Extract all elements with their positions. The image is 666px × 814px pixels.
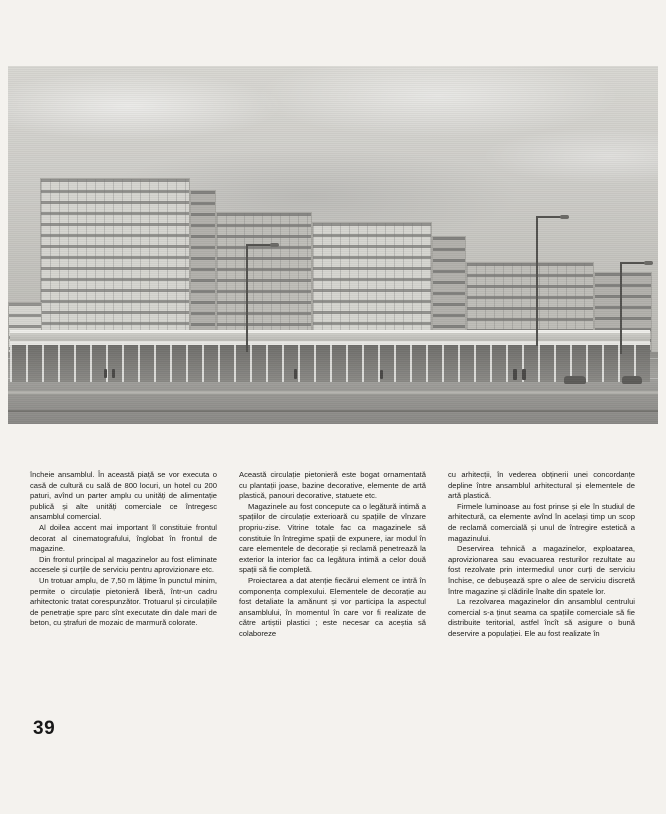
photograph <box>8 66 658 424</box>
paragraph: Această circulație pietonieră este bogat ornamentată cu plantații joase, bazine decorative, elemente de artă plastică, panouri decorative, statuete etc. <box>239 470 426 501</box>
paragraph: Firmele luminoase au fost prinse și ele în studiul de arhitectură, ca elemente avînd în același timp un scop de reclamă comercială și unul de întregire estetică a magazinului. <box>448 501 635 543</box>
street-light-pole <box>620 262 622 354</box>
street-light-pole <box>246 244 248 352</box>
body-text <box>30 470 636 640</box>
pedestrian-figure <box>112 369 115 378</box>
parked-car <box>622 376 642 384</box>
page-number: 39 <box>33 718 56 739</box>
curb-line <box>8 391 658 394</box>
text-column-1 <box>30 470 217 640</box>
paragraph: Din frontul principal al magazinelor au fost eliminate accesele și curțile de serviciu pentru aprovizionare etc. <box>30 554 217 575</box>
pedestrian-figure <box>104 369 107 378</box>
text-column-3 <box>448 470 635 640</box>
street-light-pole <box>536 216 538 346</box>
pedestrian-figure <box>513 369 517 380</box>
road-edge <box>8 410 658 412</box>
paragraph: cu arhitecții, în vederea obținerii unei concordanțe depline între ansamblul arhitectural și elementele de artă plastică. <box>448 470 635 501</box>
pedestrian-figure <box>380 370 383 379</box>
parked-car <box>564 376 586 384</box>
paragraph: Proiectarea a dat atenție fiecărui element ce intră în componența complexului. Elementele de decorație au fost detaliate la amănunt și vor participa la aspectul ansamblului, în momentul în care vor fi realizate de către artiștii plastici ; este necesar ca aceștia să colaboreze <box>239 575 426 638</box>
text-column-2 <box>239 470 426 640</box>
paragraph: Deservirea tehnică a magazinelor, exploatarea, aprovizionarea sau evacuarea resturilor rezultate au fost rezolvate prin intermediul unor curți de serviciu închise, ce debușează spre o alee de serviciu discretă între magazine și clădirile înalte din spatele lor. <box>448 544 635 596</box>
paragraph: Al doilea accent mai important îl constituie frontul decorat al cinematografului, înglobat în frontul de magazine. <box>30 522 217 554</box>
paragraph: Magazinele au fost concepute ca o legătură intimă a spațiilor de circulație exterioară cu spațiile de vînzare propriu-zise. Vitrine totale fac ca magazinele să constituie în întregime spații de expunere, iar modul în care elementele de decorație și reclamă penetrează la exterior la interior fac ca legătura intimă a celor două spații să fie completă. <box>239 501 426 575</box>
paragraph: Un trotuar amplu, de 7,50 m lățime în punctul minim, permite o circulație pietonieră liberă, într-un cadru arhitectonic tratat corespunzător. Trotuarul și circulațiile de penetrație spre parc sînt executate din dale mari de beton, cu ștrafuri de mozaic de marmură colorate. <box>30 575 217 628</box>
pedestrian-figure <box>294 369 297 379</box>
paragraph: încheie ansamblul. În această piață se vor executa o casă de cultură cu sală de 800 locuri, un hotel cu 200 paturi, avînd un parter amplu cu unități de alimentație publică și alte unități comerciale ce întregesc ansamblul comercial. <box>30 470 217 522</box>
paragraph: La rezolvarea magazinelor din ansamblul centrului comercial s-a ținut seama ca spațiile comerciale să fie distribuite teritorial, astfel încît să asigure o bună deservire a populației. Ele au fost realizate în <box>448 597 635 638</box>
pedestrian-figure <box>522 369 526 380</box>
